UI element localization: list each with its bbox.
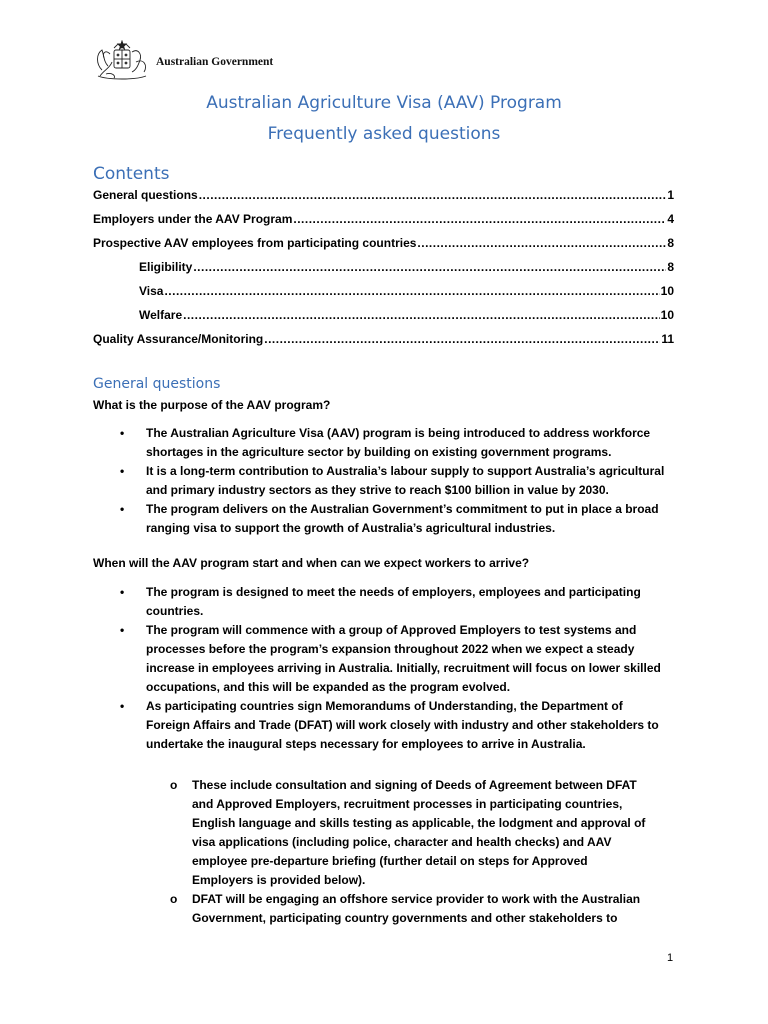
sub-bullet-text: These include consultation and signing of Deeds of Agreement between DFAT and Approved Employers, recruitment processes in participating countries, English language and skills testing as applicable, the lodgment and approval of visa applications (including police, character and health checks) and AAV employee pre-departure briefing (further detail on steps for Approved Employers is provided below). bbox=[192, 778, 646, 887]
toc-entry-page: 11 bbox=[661, 332, 674, 346]
bullet-icon: • bbox=[120, 585, 125, 599]
sub-bullet-item bbox=[0, 890, 652, 928]
bullet-icon: • bbox=[120, 699, 125, 713]
bullet-list bbox=[0, 583, 670, 754]
bullet-item bbox=[0, 500, 670, 538]
toc-entry[interactable] bbox=[93, 332, 674, 346]
bullet-item bbox=[0, 621, 670, 697]
hollow-bullet-icon: o bbox=[170, 892, 178, 906]
toc-entry-label: Eligibility bbox=[139, 260, 193, 274]
toc-entry[interactable] bbox=[93, 236, 674, 250]
bullet-icon: • bbox=[120, 426, 125, 440]
toc-entry-page: 8 bbox=[667, 236, 674, 250]
toc-leader-dots bbox=[199, 188, 667, 202]
section-heading-general: General questions bbox=[93, 376, 221, 392]
bullet-text: As participating countries sign Memorandums of Understanding, the Department of Foreign Affairs and Trade (DFAT) will work closely with industry and other stakeholders to undertake the inaugural steps necessary for employees to arrive in Australia. bbox=[146, 699, 659, 751]
bullet-text: The program is designed to meet the needs of employers, employees and participating countries. bbox=[146, 585, 641, 618]
toc-entry-page: 10 bbox=[660, 308, 674, 322]
bullet-icon: • bbox=[120, 623, 125, 637]
bullet-item bbox=[0, 583, 670, 621]
bullet-item bbox=[0, 424, 670, 462]
toc-entry-page: 1 bbox=[667, 188, 674, 202]
toc-leader-dots bbox=[417, 236, 666, 250]
toc-entry-page: 10 bbox=[660, 284, 674, 298]
toc-subentry[interactable] bbox=[139, 308, 674, 322]
contents-heading: Contents bbox=[93, 164, 170, 184]
sub-bullet-item bbox=[0, 776, 652, 890]
hollow-bullet-icon: o bbox=[170, 778, 178, 792]
toc-leader-dots bbox=[193, 260, 666, 274]
question-heading: What is the purpose of the AAV program? bbox=[93, 398, 331, 412]
toc-leader-dots bbox=[293, 212, 666, 226]
bullet-text: The Australian Agriculture Visa (AAV) program is being introduced to address workforce shortages in the agriculture sector by building on existing government programs. bbox=[146, 426, 651, 459]
sub-bullet-text: DFAT will be engaging an offshore service provider to work with the Australian Government, participating country governments and other stakeholders to bbox=[192, 892, 641, 925]
bullet-text: It is a long-term contribution to Australia’s labour supply to support Australia’s agricultural and primary industry sectors as they strive to reach $100 billion in value by 2030. bbox=[146, 464, 665, 497]
coat-of-arms-logo bbox=[92, 40, 154, 82]
toc-entry-label: General questions bbox=[93, 188, 198, 202]
organisation-name: Australian Government bbox=[156, 56, 274, 68]
document-subtitle: Frequently asked questions bbox=[267, 124, 501, 144]
toc-entry-label: Visa bbox=[139, 284, 164, 298]
bullet-text: The program will commence with a group of Approved Employers to test systems and processes before the program’s expansion throughout 2022 when we expect a steady increase in employees arriving in Australia. Initially, recruitment will focus on lower skilled occupations, and this will be expanded as the program evolved. bbox=[146, 623, 661, 694]
toc-entry-label: Quality Assurance/Monitoring bbox=[93, 332, 264, 346]
toc-leader-dots bbox=[164, 284, 659, 298]
toc-subentry[interactable] bbox=[139, 260, 674, 274]
toc-entry-label: Employers under the AAV Program bbox=[93, 212, 293, 226]
toc-entry-label: Prospective AAV employees from participating countries bbox=[93, 236, 417, 250]
toc-entry-page: 8 bbox=[667, 260, 674, 274]
government-crest-header bbox=[92, 40, 273, 82]
bullet-item bbox=[0, 697, 670, 754]
toc-entry[interactable] bbox=[93, 188, 674, 202]
bullet-icon: • bbox=[120, 464, 125, 478]
toc-subentry[interactable] bbox=[139, 284, 674, 298]
toc-leader-dots bbox=[183, 308, 660, 322]
bullet-item bbox=[0, 462, 670, 500]
bullet-text: The program delivers on the Australian Government’s commitment to put in place a broad ranging visa to support the growth of Australia’s agricultural industries. bbox=[146, 502, 659, 535]
document-title: Australian Agriculture Visa (AAV) Program bbox=[206, 93, 562, 113]
toc-leader-dots bbox=[264, 332, 660, 346]
toc-entry[interactable] bbox=[93, 212, 674, 226]
sub-bullet-list bbox=[0, 776, 652, 928]
toc-entry-label: Welfare bbox=[139, 308, 183, 322]
toc-entry-page: 4 bbox=[667, 212, 674, 226]
question-heading: When will the AAV program start and when can we expect workers to arrive? bbox=[93, 556, 530, 570]
bullet-list bbox=[0, 424, 670, 538]
page-number: 1 bbox=[667, 952, 674, 964]
bullet-icon: • bbox=[120, 502, 125, 516]
